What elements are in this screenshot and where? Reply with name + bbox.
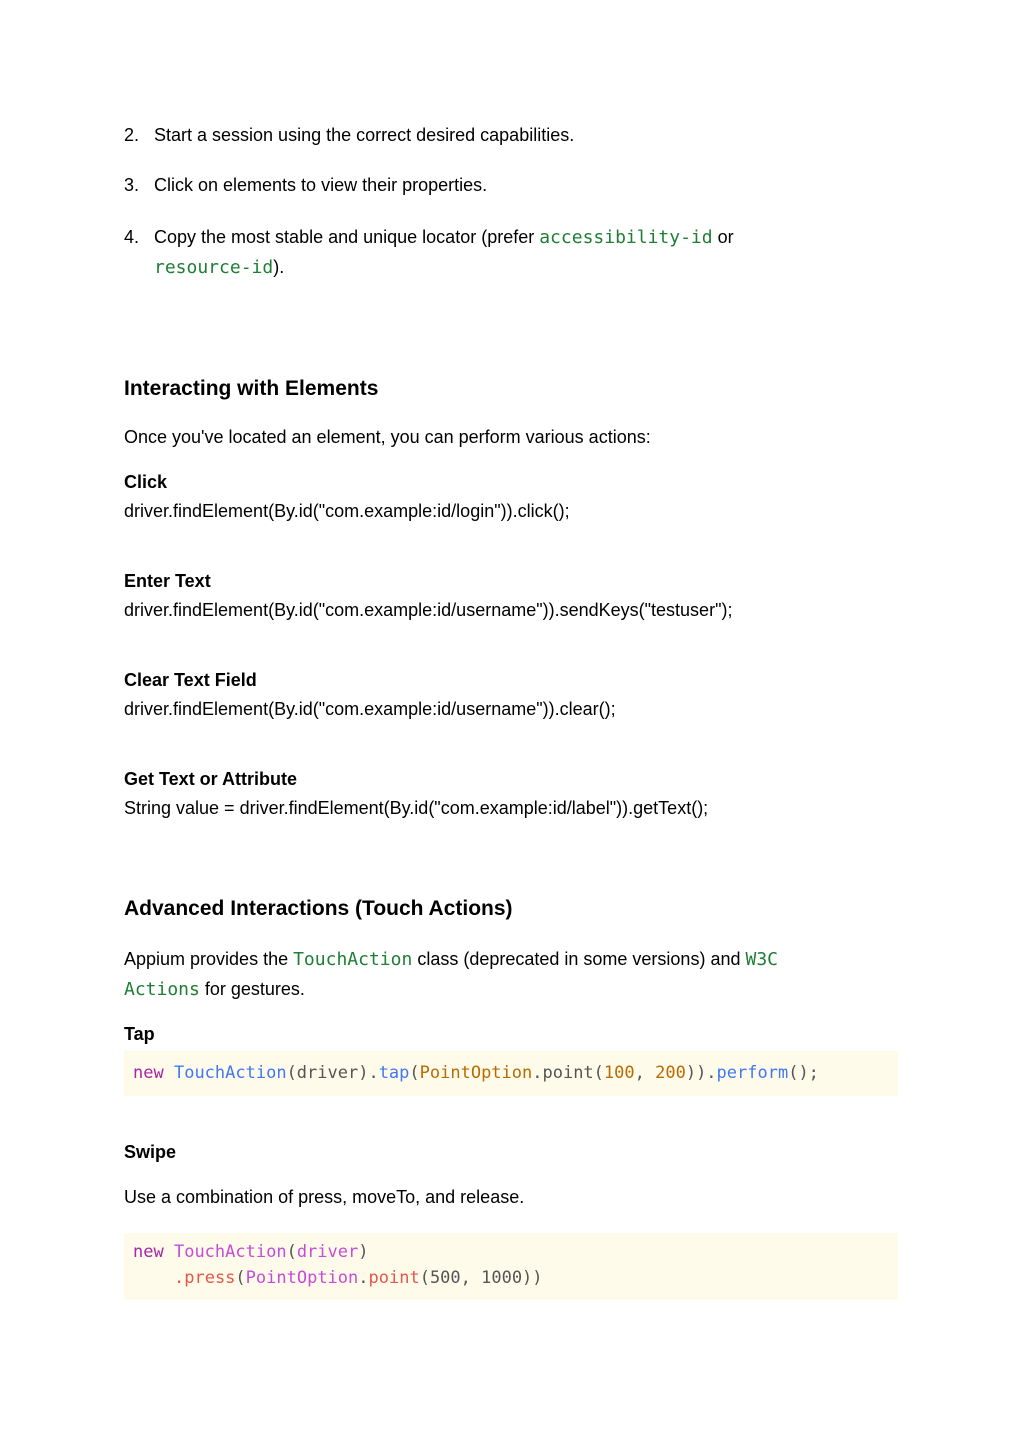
code-token: (); xyxy=(788,1063,819,1083)
list-item-text-before: Copy the most stable and unique locator (prefer xyxy=(154,227,540,247)
code-token: (500, 1000)) xyxy=(419,1268,543,1288)
code-token: new xyxy=(133,1063,164,1083)
code-token: 200 xyxy=(655,1063,686,1083)
code-token: . xyxy=(358,1268,369,1288)
code-token: perform xyxy=(716,1063,789,1083)
code-token: .press xyxy=(174,1268,236,1288)
inline-code-accessibility-id: accessibility-id xyxy=(539,227,713,248)
inline-code-w3c: W3C xyxy=(745,949,778,970)
action-title-get-text: Get Text or Attribute xyxy=(124,769,298,789)
code-line xyxy=(133,1239,898,1265)
inline-code-resource-id: resource-id xyxy=(154,256,274,278)
code-token: )). xyxy=(685,1063,717,1083)
advanced-intro xyxy=(124,945,824,1004)
list-item xyxy=(124,171,814,200)
code-token: PointOption xyxy=(419,1063,533,1083)
code-token: ( xyxy=(235,1268,246,1288)
code-token: ( xyxy=(409,1063,420,1083)
code-token: TouchAction xyxy=(173,1063,287,1083)
section-heading-advanced: Advanced Interactions (Touch Actions) xyxy=(124,897,513,920)
code-token: tap xyxy=(378,1063,410,1083)
action-title-tap: Tap xyxy=(124,1024,155,1044)
action-title-click: Click xyxy=(124,472,168,492)
swipe-description: Use a combination of press, moveTo, and release. xyxy=(124,1187,525,1207)
action-code-click: driver.findElement(By.id("com.example:id/login")).click(); xyxy=(124,501,570,521)
inline-code-actions: Actions xyxy=(124,978,200,1000)
code-token: ( xyxy=(286,1242,297,1262)
action-code-get-text: String value = driver.findElement(By.id("com.example:id/label")).getText(); xyxy=(124,798,709,818)
list-number: 4. xyxy=(124,227,140,247)
code-token: point xyxy=(368,1268,420,1288)
section-intro: Once you've located an element, you can perform various actions: xyxy=(124,427,651,447)
list-item-text: Start a session using the correct desired capabilities. xyxy=(154,125,575,145)
code-block-swipe xyxy=(124,1233,898,1300)
code-token: PointOption xyxy=(245,1268,359,1288)
action-title-swipe: Swipe xyxy=(124,1142,177,1162)
list-item-text: Click on elements to view their properties. xyxy=(154,175,488,195)
intro-text-before: Appium provides the xyxy=(124,949,294,969)
list-item-text-after: ). xyxy=(273,256,285,277)
code-token: 100 xyxy=(603,1063,635,1083)
code-token: new xyxy=(133,1242,164,1262)
section-heading-interacting: Interacting with Elements xyxy=(124,377,379,400)
list-item xyxy=(124,223,814,282)
action-code-enter-text: driver.findElement(By.id("com.example:id/username")).sendKeys("testuser"); xyxy=(124,600,733,620)
list-item xyxy=(124,121,814,150)
action-title-enter-text: Enter Text xyxy=(124,571,211,591)
code-token: TouchAction xyxy=(173,1242,287,1262)
code-line xyxy=(133,1265,898,1291)
action-code-clear: driver.findElement(By.id("com.example:id/username")).clear(); xyxy=(124,699,616,719)
action-title-clear: Clear Text Field xyxy=(124,670,257,690)
code-token: (driver). xyxy=(286,1063,379,1083)
intro-text-after: for gestures. xyxy=(199,978,305,999)
inline-code-touchaction: TouchAction xyxy=(293,949,413,970)
code-token: .point( xyxy=(532,1063,604,1083)
list-number: 3. xyxy=(124,175,140,195)
list-number: 2. xyxy=(124,125,140,145)
code-token: driver xyxy=(296,1242,359,1262)
intro-text-mid: class (deprecated in some versions) and xyxy=(412,949,746,969)
list-item-text-mid: or xyxy=(712,227,734,247)
code-token: , xyxy=(634,1063,656,1083)
code-block-tap xyxy=(124,1051,898,1096)
code-token: ) xyxy=(358,1242,369,1262)
